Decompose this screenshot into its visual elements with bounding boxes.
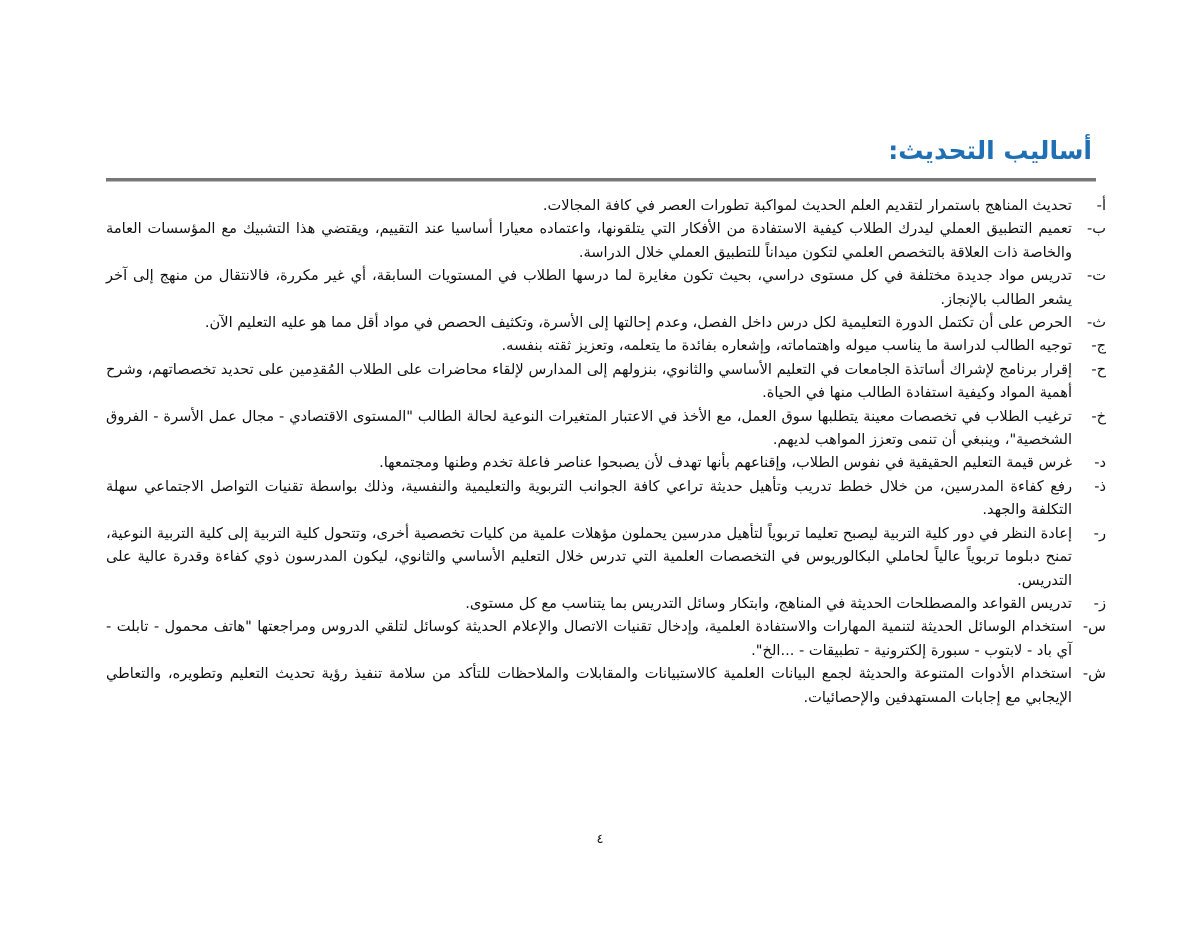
list-item-marker: خ- <box>1091 407 1106 425</box>
list-item-marker: ت- <box>1086 267 1106 285</box>
list-item-marker: ث- <box>1086 314 1106 332</box>
title-underline-divider <box>106 178 1096 182</box>
list-item <box>106 194 1106 217</box>
list-item <box>106 451 1106 474</box>
page-number: ٤ <box>596 832 604 847</box>
list-item-text: تعميم التطبيق العملي ليدرك الطلاب كيفية الاستفادة من الأفكار التي يتلقونها، واعتماده معيارا أساسيا عند التقييم، ويقتضي هذا التشبيك مع المؤسسات العامة والخاصة ذات العلاقة بالتخصص العلمي لتكون ميداناً للتطبيق العملي خلال الدراسة. <box>106 220 1072 261</box>
list-item-marker: ر- <box>1093 524 1106 542</box>
list-item-marker: أ- <box>1096 197 1106 214</box>
list-item-text: توجيه الطالب لدراسة ما يناسب ميوله واهتماماته، وإشعاره بفائدة ما يتعلمه، وتعزيز ثقته بنفسه. <box>501 337 1072 355</box>
list-item-text: إعادة النظر في دور كلية التربية ليصبح تعليما تربوياً لتأهيل مدرسين يحملون مؤهلات علمية من كليات تخصصية أخرى، وتتحول كلية التربية إلى كلية التربية النوعية، تمنح دبلوما تربوياً عالياً لحاملي البكالوريوس في التخصصات العلمية التي تدرس خلال التعليم الأساسي والثانوي، ليكون المدرسون ذوي كفاءة وقدرة عالية على التدريس. <box>106 524 1072 589</box>
list-item <box>106 264 1106 311</box>
list-item <box>106 405 1106 452</box>
list-item-text: استخدام الوسائل الحديثة لتنمية المهارات والاستفادة العلمية، وإدخال تقنيات الاتصال والإعلام الحديثة كوسائل لتلقي الدروس ومراجعتها "هاتف محمول - تابلت - آي باد - لابتوب - سبورة إلكترونية - تطبيقات - ...الخ". <box>106 618 1072 659</box>
list-item <box>106 662 1106 709</box>
list-item-text: تدريس القواعد والمصطلحات الحديثة في المناهج، وابتكار وسائل التدريس بما يتناسب مع كل مستوى. <box>465 594 1072 612</box>
list-item-text: ترغيب الطلاب في تخصصات معينة يتطلبها سوق العمل، مع الأخذ في الاعتبار المتغيرات النوعية لحالة الطالب "المستوى الاقتصادي - مجال عمل الأسرة - الفروق الشخصية"، وينبغي أن تنمى وتعزز المواهب لديهم. <box>106 407 1072 449</box>
section-title: أساليب التحديث: <box>888 136 1092 165</box>
list-item <box>106 334 1106 357</box>
list-item-text: تحديث المناهج باستمرار لتقديم العلم الحديث لمواكبة تطورات العصر في كافة المجالات. <box>542 197 1072 214</box>
list-item-marker: س- <box>1082 618 1106 636</box>
list-item <box>106 592 1106 615</box>
list-item-marker: د- <box>1094 454 1106 472</box>
list-item-marker: ج- <box>1091 337 1106 355</box>
list-item-text: إقرار برنامج لإشراك أساتذة الجامعات في التعليم الأساسي والثانوي، بنزولهم إلى المدارس لإلقاء محاضرات على الطلاب المُقدِمين على تحديد تخصصاتهم، وشرح أهمية المواد وكيفية استفادة الطالب منها في الحياة. <box>106 360 1072 402</box>
list-item-text: رفع كفاءة المدرسين، من خلال خطط تدريب وتأهيل حديثة تراعي كافة الجوانب التربوية والتعليمية والنفسية، وذلك بواسطة تقنيات التواصل الاجتماعي سهلة التكلفة والجهد. <box>106 477 1072 519</box>
list-item-text: غرس قيمة التعليم الحقيقية في نفوس الطلاب، وإقناعهم بأنها تهدف لأن يصبحوا عناصر فاعلة تخدم وطنها ومجتمعها. <box>379 454 1072 472</box>
list-item-marker: ذ- <box>1094 477 1106 495</box>
methods-list <box>106 194 1106 709</box>
list-item-marker: ش- <box>1082 665 1106 683</box>
list-item <box>106 475 1106 522</box>
list-item <box>106 311 1106 334</box>
list-item-text: الحرص على أن تكتمل الدورة التعليمية لكل درس داخل الفصل، وعدم إحالتها إلى الأسرة، وتكثيف الحصص في مواد أقل مما هو عليه التعليم الآن. <box>204 314 1072 332</box>
list-item-marker: ب- <box>1086 220 1106 238</box>
list-item-text: استخدام الأدوات المتنوعة والحديثة لجمع البيانات العلمية كالاستبيانات والمقابلات والملاحظات للتأكد من سلامة تنفيذ رؤية تحديث التعليم وتطويره، والتعاطي الإيجابي مع إجابات المستهدفين والإحصائيات. <box>106 665 1072 706</box>
list-item-text: تدريس مواد جديدة مختلفة في كل مستوى دراسي، بحيث تكون مغايرة لما درسها الطلاب في المستويات السابقة، أي غير مكررة، فالانتقال من منهج إلى آخر يشعر الطالب بالإنجاز. <box>106 267 1072 308</box>
list-item-marker: ح- <box>1091 360 1106 378</box>
list-item <box>106 615 1106 662</box>
list-item <box>106 522 1106 592</box>
list-item-marker: ز- <box>1093 594 1106 612</box>
list-item <box>106 358 1106 405</box>
list-item <box>106 217 1106 264</box>
